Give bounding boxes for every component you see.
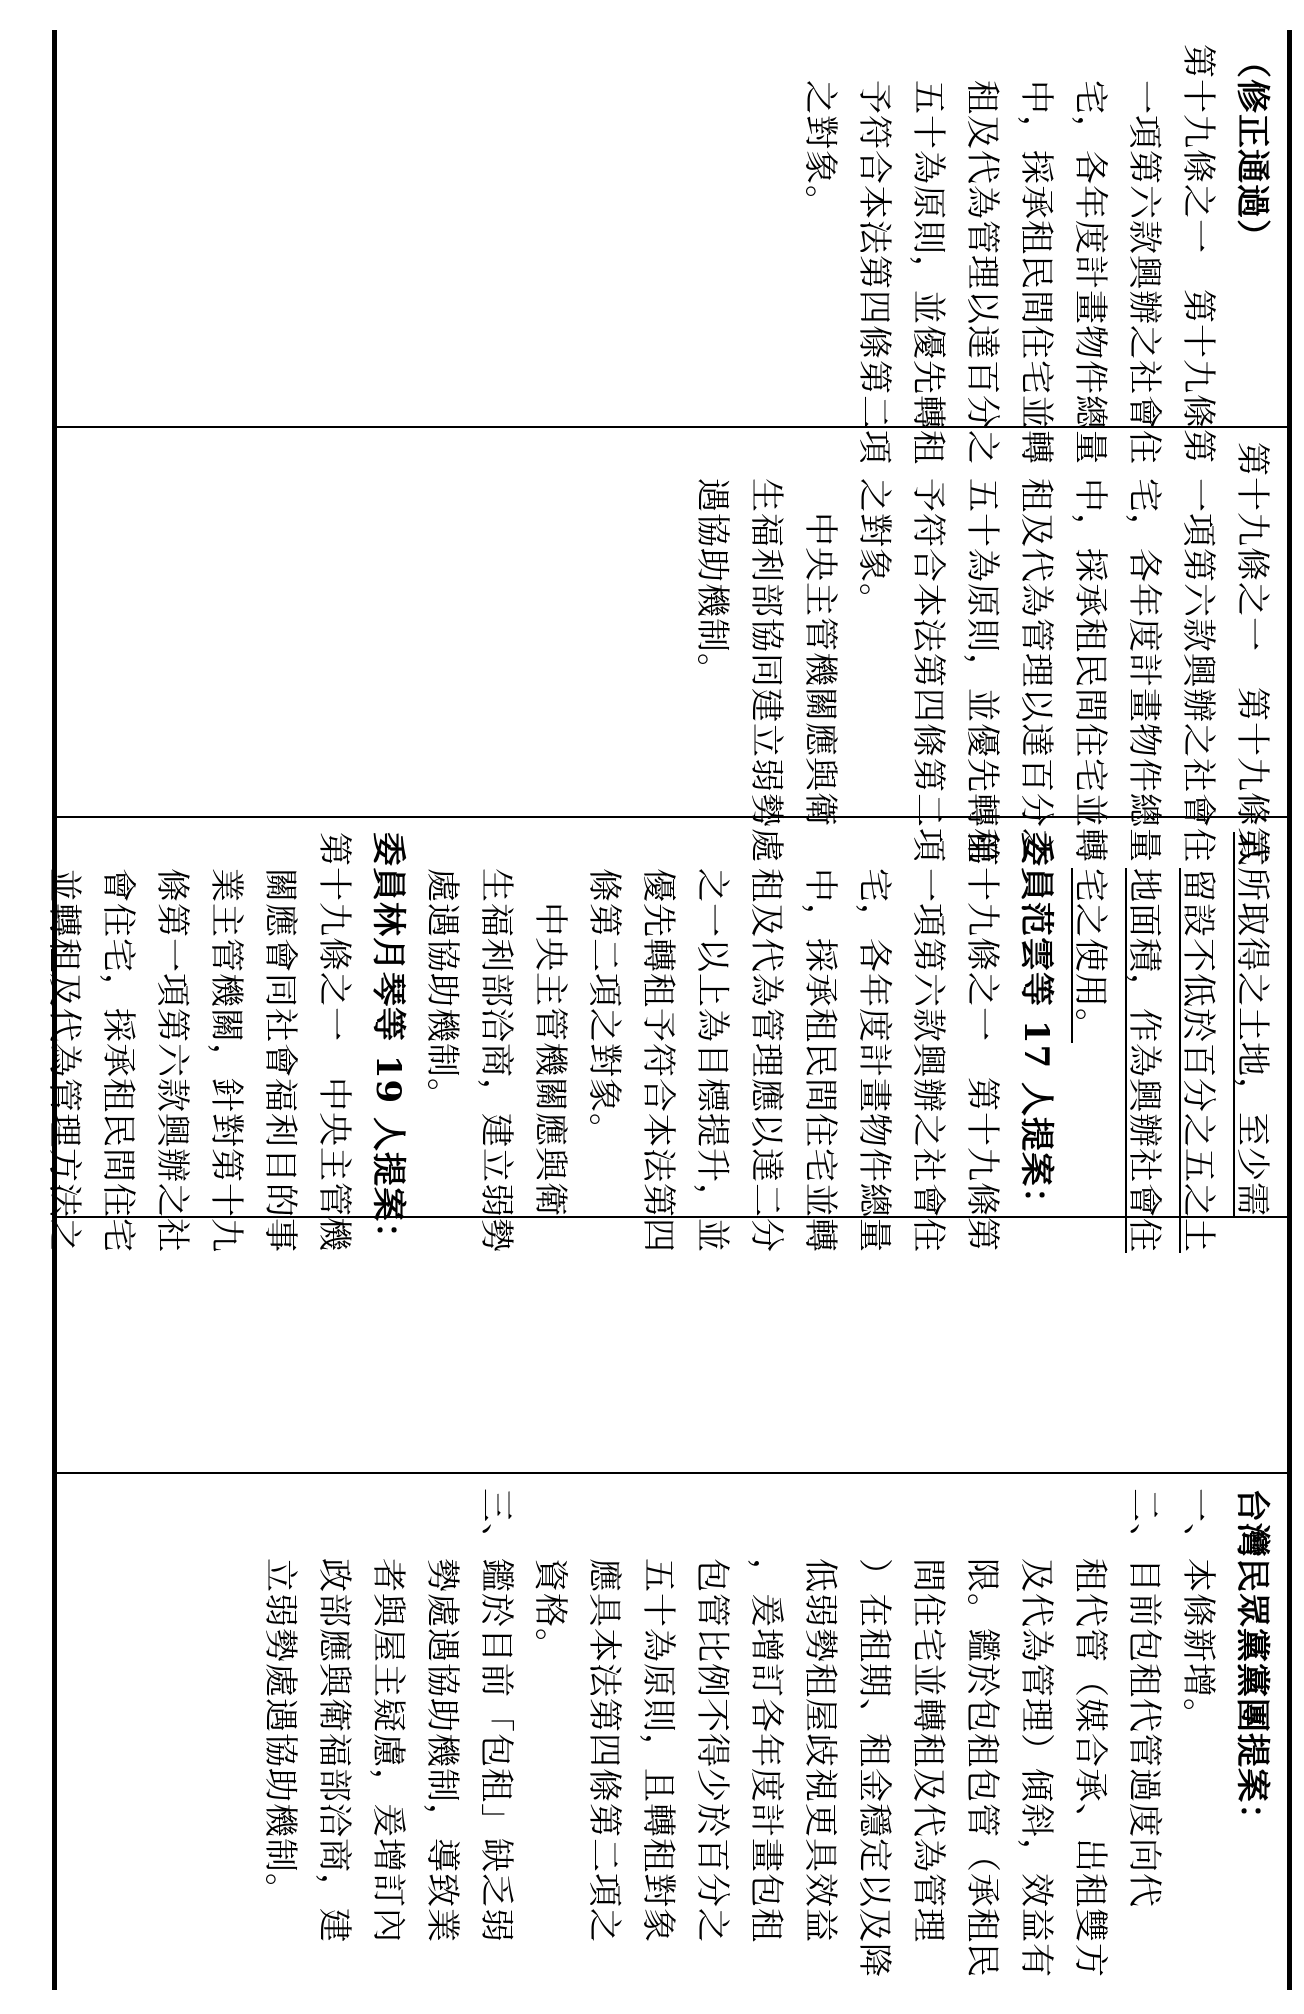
fan-proposal-line: 生福利部洽商，建立弱勢: [476, 868, 516, 1253]
notes-line: 租代管（媒合承、出租雙方: [1070, 1558, 1110, 1978]
executive-line: 一項第六款興辦之社會住: [1178, 478, 1218, 863]
fan-proposal-line: 一項第六款興辦之社會住: [908, 868, 948, 1253]
notes-column: [57, 1472, 1287, 1990]
lin-proposal-line: 條第一項第六款興辦之社: [152, 868, 192, 1253]
fan-proposal-heading: 委員范雲等 17 人提案：: [1016, 832, 1056, 1222]
proposal-continued-line: 留設不低於百分之五之土: [1178, 868, 1218, 1253]
executive-line: 五十為原則，並優先轉租: [962, 478, 1002, 863]
notes-line: 低弱勢租屋歧視更具效益: [800, 1558, 840, 1943]
fan-proposal-line: 處遇協助機制。: [422, 868, 462, 1113]
fan-proposal-line: 中，採承租民間住宅並轉: [800, 868, 840, 1253]
executive-line: 租及代為管理以達百分之: [1016, 478, 1056, 863]
revised-heading: （修正通過）: [1232, 44, 1272, 254]
revised-line: 五十為原則，並優先轉租: [908, 80, 948, 465]
fan-proposal-line: 第十九條之一 第十九條第: [962, 832, 1002, 1252]
current-law-column: [57, 1216, 1287, 1472]
proposal-continued-line: 式所取得之土地，至少需: [1232, 832, 1272, 1217]
lin-proposal-heading: 委員林月琴等 19 人提案：: [368, 832, 408, 1257]
executive-line: 第十九條之一 第十九條第: [1232, 442, 1272, 862]
comparison-table: [44, 30, 1292, 1990]
notes-line: 應具本法第四條第二項之: [584, 1558, 624, 1943]
revised-text-column: [57, 30, 1287, 465]
notes-line: 限。鑑於包租包管（承租民: [962, 1558, 1002, 1978]
notes-line: 政部應與衛福部洽商，建: [314, 1558, 354, 1943]
executive-line: 中央主管機關應與衛: [800, 512, 840, 827]
revised-line: 第十九條之一 第十九條第: [1178, 44, 1218, 464]
proposals-column: [44, 816, 1287, 1257]
fan-proposal-line: 宅，各年度計畫物件總量: [854, 868, 894, 1253]
lin-proposal-line: 關應會同社會福利目的事: [260, 868, 300, 1253]
notes-line: 立弱勢處遇協助機制。: [260, 1558, 300, 1908]
executive-line: 予符合本法第四條第二項: [908, 478, 948, 863]
executive-line: 中，採承租民間住宅並轉: [1070, 478, 1110, 863]
revised-line: 中，採承租民間住宅並轉: [1016, 80, 1056, 465]
notes-line: 包管比例不得少於百分之: [692, 1558, 732, 1943]
lin-proposal-line: 並轉租及代為管理方法之: [44, 868, 84, 1253]
fan-proposal-line: 之一以上為目標提升，並: [692, 868, 732, 1253]
executive-line: 遇協助機制。: [692, 478, 732, 688]
notes-line: 間住宅並轉租及代為管理: [908, 1558, 948, 1943]
fan-proposal-line: 優先轉租予符合本法第四: [638, 868, 678, 1253]
notes-line: 二、目前包租代管過度向代: [1124, 1488, 1164, 1908]
revised-line: 之對象。: [800, 80, 840, 220]
revised-line: 一項第六款興辦之社會住: [1124, 80, 1164, 465]
notes-line: ，爰增訂各年度計畫包租: [746, 1558, 786, 1943]
fan-proposal-line: 條第二項之對象。: [584, 868, 624, 1148]
notes-line: 資格。: [530, 1558, 570, 1663]
executive-line: 之對象。: [854, 478, 894, 618]
revised-line: 租及代為管理以達百分之: [962, 80, 1002, 465]
executive-text-column: [57, 426, 1287, 863]
fan-proposal-line: 中央主管機關應與衛: [530, 902, 570, 1217]
lin-proposal-line: 第十九條之一 中央主管機: [314, 832, 354, 1252]
notes-line: 勢處遇協助機制，導致業: [422, 1558, 462, 1943]
revised-line: 宅，各年度計畫物件總量: [1070, 80, 1110, 465]
notes-line: 三、鑑於目前「包租」缺乏弱: [476, 1488, 516, 1943]
lin-proposal-line: 會住宅，採承租民間住宅: [98, 868, 138, 1253]
notes-line: 一、本條新增。: [1178, 1488, 1218, 1733]
notes-line: 五十為原則，且轉租對象: [638, 1558, 678, 1943]
lin-proposal-line: 業主管機關，針對第十九: [206, 868, 246, 1253]
notes-line: 者與屋主疑慮，爰增訂內: [368, 1558, 408, 1943]
notes-heading: 台灣民眾黨黨團提案：: [1232, 1488, 1272, 1838]
notes-line: ）在租期、租金穩定以及降: [854, 1558, 894, 1978]
revised-line: 予符合本法第四條第二項: [854, 80, 894, 465]
proposal-continued-line: 地面積，作為興辦社會住: [1124, 868, 1164, 1253]
notes-line: 及代為管理）傾斜，效益有: [1016, 1558, 1056, 1978]
executive-line: 宅，各年度計畫物件總量: [1124, 478, 1164, 863]
fan-proposal-line: 租及代為管理應以達二分: [746, 868, 786, 1253]
proposal-continued-line: 宅之使用。: [1070, 868, 1110, 1043]
executive-line: 生福利部協同建立弱勢處: [746, 478, 786, 863]
